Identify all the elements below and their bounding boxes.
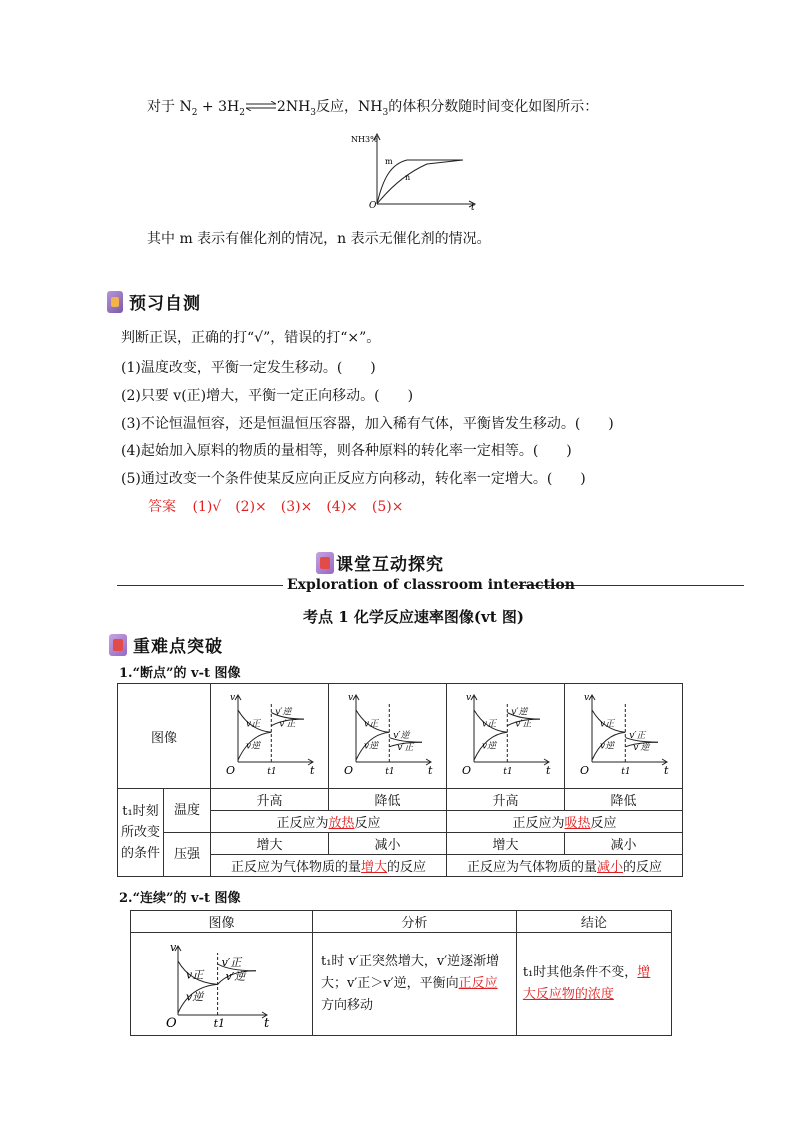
vt-graph-concentration [131, 933, 312, 1031]
continuous-table [130, 910, 672, 1036]
answer-line [148, 497, 403, 517]
v-axis-label: v [229, 693, 236, 703]
v-axis-label: v [583, 693, 590, 703]
preview-header [107, 289, 201, 314]
header-conclusion: 结论 [516, 911, 671, 933]
temperature-label: 温度 [163, 789, 210, 833]
graph-cell [328, 684, 446, 789]
temp-note-endothermic: 正反应为吸热反应 [446, 811, 682, 833]
v-prime-label-1: v′逆 [275, 707, 292, 718]
pressure-value-1: 增大 [210, 833, 328, 855]
t-axis-label: t [309, 764, 315, 777]
table-row [131, 933, 672, 1036]
v-prime-label-2: v′正 [515, 719, 532, 730]
vt-graph-pressure-up [447, 684, 564, 784]
pressure-note-decrease: 正反应为气体物质的量减小的反应 [446, 855, 682, 877]
curve-m-label: m [385, 157, 393, 166]
v-reverse-label: v逆 [245, 741, 261, 752]
graph-cell [131, 933, 313, 1036]
preview-instruction: 判断正误，正确的打“√”，错误的打“×”。 [121, 330, 381, 346]
intro-line: 对于 $N_2 + 3H_2$ $2NH_3$反应，$NH_3$的体积分数随时间变化如图所示： [147, 99, 599, 118]
question-3: (3)不论恒温恒容，还是恒温恒压容器，加入稀有气体，平衡皆发生移动。( ) [121, 416, 614, 432]
temp-value-4: 降低 [564, 789, 682, 811]
question-4: (4)起始加入原料的物质的量相等，则各种原料的转化率一定相等。( ) [121, 443, 572, 459]
table-row [118, 789, 683, 811]
temp-value-1: 升高 [210, 789, 328, 811]
t1-label: t1 [621, 767, 631, 777]
graph-cell [564, 684, 682, 789]
table1-title: 1.“断点”的 v-t 图像 [119, 666, 241, 681]
t1-label: t1 [503, 767, 513, 777]
vt-graph-temp-up [211, 684, 328, 784]
vt-graph-pressure-down [565, 684, 682, 784]
t1-label: t1 [267, 767, 277, 777]
origin-label: O [343, 764, 354, 777]
t1-label: t1 [385, 767, 395, 777]
key-header [109, 632, 223, 657]
x-axis-label: t [471, 203, 475, 213]
v-axis-label: v [347, 693, 354, 703]
v-prime-label-2: v′正 [397, 743, 414, 754]
point-title: 考点 1 化学反应速率图像(vt 图) [303, 608, 524, 626]
pressure-note-increase: 正反应为气体物质的量增大的反应 [210, 855, 446, 877]
pressure-value-3: 增大 [446, 833, 564, 855]
book-icon [109, 634, 127, 656]
table-row [118, 833, 683, 855]
v-prime-label-1: v′逆 [393, 731, 410, 742]
book-icon [107, 291, 123, 313]
temp-note-exothermic: 正反应为放热反应 [210, 811, 446, 833]
v-reverse-label: v逆 [599, 741, 615, 752]
v-prime-label-2: v′逆 [633, 743, 650, 754]
v-forward-label: v正 [363, 719, 379, 730]
book-icon [316, 552, 334, 574]
nh3-percent-chart [345, 128, 485, 214]
section-title: 课堂互动探究 [336, 555, 444, 575]
curve-m [377, 160, 463, 204]
t-axis-label: t [264, 1016, 270, 1031]
vt-graph-temp-down [329, 684, 446, 784]
table2-title: 2.“连续”的 v-t 图像 [119, 891, 241, 906]
equilibrium-arrow-icon [245, 97, 277, 117]
v-reverse-label: v逆 [186, 990, 204, 1004]
v-reverse-label: v逆 [363, 741, 379, 752]
origin-label: O [461, 764, 472, 777]
table-row [131, 911, 672, 933]
pressure-value-4: 减小 [564, 833, 682, 855]
answer-text: (1)√ (2)× (3)× (4)× (5)× [192, 499, 404, 515]
temp-value-3: 升高 [446, 789, 564, 811]
t-axis-label: t [545, 764, 551, 777]
origin-label: O [225, 764, 236, 777]
t-axis-label: t [663, 764, 669, 777]
pressure-value-2: 减小 [328, 833, 446, 855]
question-1: (1)温度改变，平衡一定发生移动。( ) [121, 360, 376, 376]
v-prime-label-1: v′正 [629, 731, 646, 742]
curve-n [377, 160, 463, 204]
catalyst-note: 其中 m 表示有催化剂的情况，n 表示无催化剂的情况。 [147, 231, 491, 247]
preview-title: 预习自测 [129, 294, 201, 314]
graph-cell [446, 684, 564, 789]
temp-value-2: 降低 [328, 789, 446, 811]
header-image: 图像 [131, 911, 313, 933]
v-prime-label-2: v′逆 [225, 970, 246, 983]
conclusion-cell: t₁时其他条件不变，增 大反应物的浓度 [516, 933, 671, 1036]
origin-label: O [166, 1016, 177, 1031]
y-axis-label: NH3% [351, 135, 378, 144]
pressure-label: 压强 [163, 833, 210, 877]
origin-label: O [369, 201, 377, 211]
section-subtitle: Exploration of classroom interaction [287, 577, 575, 593]
v-forward-label: v正 [245, 719, 261, 730]
t-axis-label: t [427, 764, 433, 777]
answer-label: 答案 [148, 499, 176, 515]
v-axis-label: v [170, 941, 177, 954]
v-prime-label-1: v′正 [221, 956, 242, 969]
section-header [316, 550, 444, 575]
origin-label: O [579, 764, 590, 777]
v-forward-label: v正 [481, 719, 497, 730]
question-5: (5)通过改变一个条件使某反应向正反应方向移动，转化率一定增大。( ) [121, 471, 586, 487]
breakpoint-table [117, 683, 683, 877]
v-reverse-label: v逆 [481, 741, 497, 752]
v-prime-label-1: v′逆 [511, 707, 528, 718]
table-row [118, 684, 683, 789]
cause-row-label: t₁时刻所改变的条件 [118, 789, 164, 877]
divider-left [117, 585, 283, 586]
v-prime-label-2: v′正 [279, 719, 296, 730]
t1-label: t1 [213, 1017, 226, 1030]
v-axis-label: v [465, 693, 472, 703]
question-2: (2)只要 v(正)增大，平衡一定正向移动。( ) [121, 388, 414, 404]
image-row-label: 图像 [118, 684, 211, 789]
analysis-cell: t₁时 v′正突然增大，v′逆逐渐增 大；v′正＞v′逆，平衡向正反应 方向移动 [313, 933, 517, 1036]
header-analysis: 分析 [313, 911, 517, 933]
key-title: 重难点突破 [133, 637, 223, 657]
curve-n-label: n [405, 173, 411, 182]
v-forward-label: v正 [599, 719, 615, 730]
v-forward-label: v正 [186, 968, 204, 982]
graph-cell [210, 684, 328, 789]
